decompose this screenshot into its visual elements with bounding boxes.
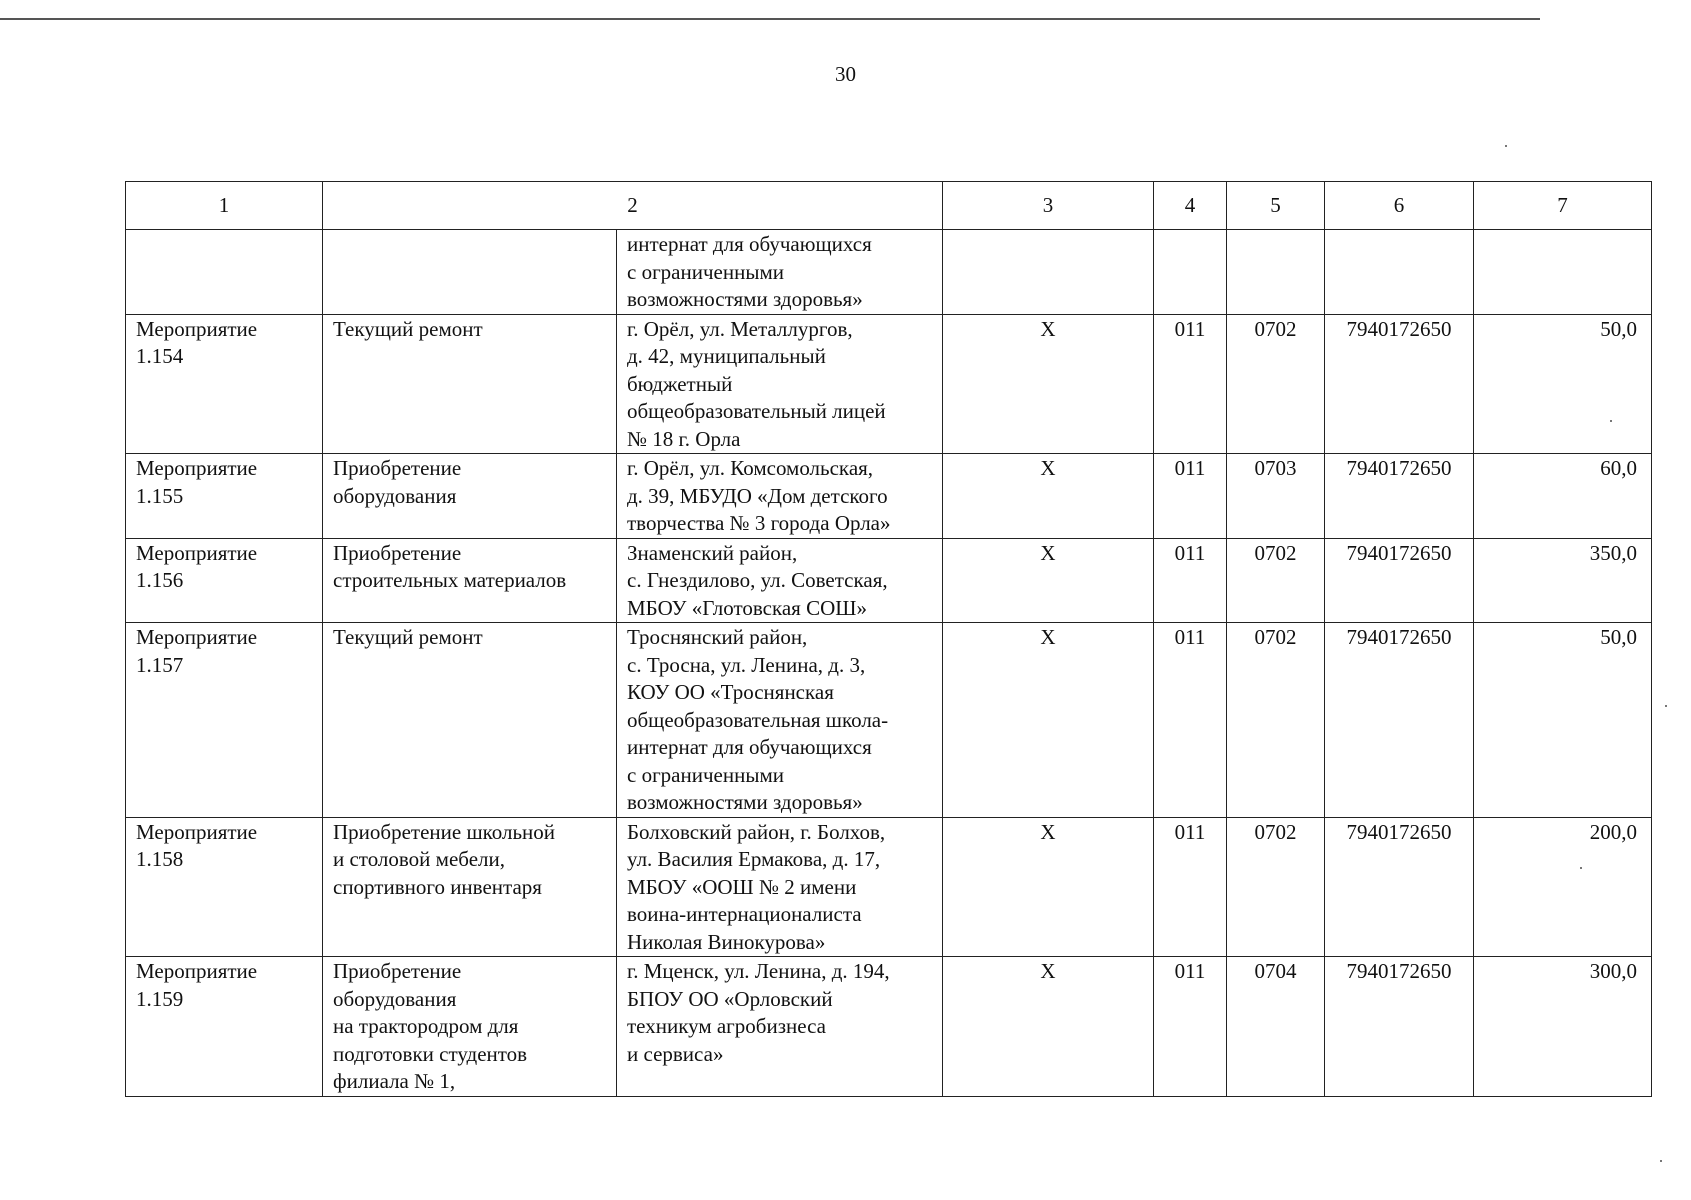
- column-header: 2: [323, 182, 943, 230]
- event-cell: [126, 230, 323, 315]
- scan-speck: [1505, 145, 1507, 147]
- col7-cell: 50,0: [1474, 623, 1652, 818]
- column-header: 7: [1474, 182, 1652, 230]
- col6-cell: 7940172650: [1325, 454, 1474, 539]
- col4-cell: 011: [1154, 314, 1227, 454]
- object-cell: Троснянский район, с. Тросна, ул. Ленина, д. 3, КОУ ОО «Троснянская общеобразовательная школа- интернат для обучающихся с ограниченными возможностями здоровья»: [617, 623, 943, 818]
- object-cell: Знаменский район, с. Гнездилово, ул. Советская, МБОУ «Глотовская СОШ»: [617, 538, 943, 623]
- col5-cell: 0702: [1227, 314, 1325, 454]
- event-cell: Мероприятие 1.155: [126, 454, 323, 539]
- column-header: 6: [1325, 182, 1474, 230]
- col5-cell: 0704: [1227, 957, 1325, 1097]
- action-cell: Приобретение школьной и столовой мебели, спортивного инвентаря: [323, 817, 617, 957]
- col5-cell: [1227, 230, 1325, 315]
- scan-speck: [1610, 420, 1612, 422]
- col7-cell: 50,0: [1474, 314, 1652, 454]
- object-cell: г. Орёл, ул. Металлургов, д. 42, муниципальный бюджетный общеобразовательный лицей № 18 г. Орла: [617, 314, 943, 454]
- object-cell: г. Мценск, ул. Ленина, д. 194, БПОУ ОО «Орловский техникум агробизнеса и сервиса»: [617, 957, 943, 1097]
- scan-speck: [1580, 867, 1582, 869]
- event-cell: Мероприятие 1.157: [126, 623, 323, 818]
- action-cell: Приобретение строительных материалов: [323, 538, 617, 623]
- column-header: 3: [943, 182, 1154, 230]
- column-header: 1: [126, 182, 323, 230]
- col6-cell: 7940172650: [1325, 623, 1474, 818]
- table-header-row: [126, 182, 1652, 230]
- col4-cell: 011: [1154, 817, 1227, 957]
- table-row: [126, 314, 1652, 454]
- action-cell: Приобретение оборудования: [323, 454, 617, 539]
- action-cell: [323, 230, 617, 315]
- table-row: [126, 623, 1652, 818]
- column-header: 4: [1154, 182, 1227, 230]
- page-number: 30: [835, 62, 856, 86]
- event-cell: Мероприятие 1.159: [126, 957, 323, 1097]
- col5-cell: 0702: [1227, 817, 1325, 957]
- col4-cell: 011: [1154, 623, 1227, 818]
- col4-cell: 011: [1154, 538, 1227, 623]
- table-row: [126, 454, 1652, 539]
- object-cell: г. Орёл, ул. Комсомольская, д. 39, МБУДО «Дом детского творчества № 3 города Орла»: [617, 454, 943, 539]
- action-cell: Приобретение оборудования на трактородром для подготовки студентов филиала № 1,: [323, 957, 617, 1097]
- col7-cell: 300,0: [1474, 957, 1652, 1097]
- col7-cell: 60,0: [1474, 454, 1652, 539]
- col3-cell: Х: [943, 538, 1154, 623]
- col5-cell: 0703: [1227, 454, 1325, 539]
- col4-cell: 011: [1154, 454, 1227, 539]
- col3-cell: Х: [943, 454, 1154, 539]
- scan-speck: [1665, 705, 1667, 707]
- object-cell: интернат для обучающихся с ограниченными возможностями здоровья»: [617, 230, 943, 315]
- column-header: 5: [1227, 182, 1325, 230]
- event-cell: Мероприятие 1.156: [126, 538, 323, 623]
- action-cell: Текущий ремонт: [323, 623, 617, 818]
- table-row: [126, 817, 1652, 957]
- col3-cell: Х: [943, 314, 1154, 454]
- event-cell: Мероприятие 1.158: [126, 817, 323, 957]
- table-row: [126, 230, 1652, 315]
- col3-cell: Х: [943, 817, 1154, 957]
- col7-cell: [1474, 230, 1652, 315]
- col7-cell: 200,0: [1474, 817, 1652, 957]
- col3-cell: Х: [943, 957, 1154, 1097]
- col6-cell: 7940172650: [1325, 314, 1474, 454]
- col6-cell: 7940172650: [1325, 538, 1474, 623]
- scan-edge-line: [0, 18, 1540, 20]
- col6-cell: 7940172650: [1325, 817, 1474, 957]
- table-row: [126, 957, 1652, 1097]
- col4-cell: [1154, 230, 1227, 315]
- col3-cell: [943, 230, 1154, 315]
- object-cell: Болховский район, г. Болхов, ул. Василия Ермакова, д. 17, МБОУ «ООШ № 2 имени воина-интернационалиста Николая Винокурова»: [617, 817, 943, 957]
- col3-cell: Х: [943, 623, 1154, 818]
- col6-cell: 7940172650: [1325, 957, 1474, 1097]
- col4-cell: 011: [1154, 957, 1227, 1097]
- col5-cell: 0702: [1227, 538, 1325, 623]
- event-cell: Мероприятие 1.154: [126, 314, 323, 454]
- col5-cell: 0702: [1227, 623, 1325, 818]
- scan-speck: [1660, 1160, 1662, 1162]
- col6-cell: [1325, 230, 1474, 315]
- action-cell: Текущий ремонт: [323, 314, 617, 454]
- budget-table: [125, 181, 1652, 1097]
- table-row: [126, 538, 1652, 623]
- col7-cell: 350,0: [1474, 538, 1652, 623]
